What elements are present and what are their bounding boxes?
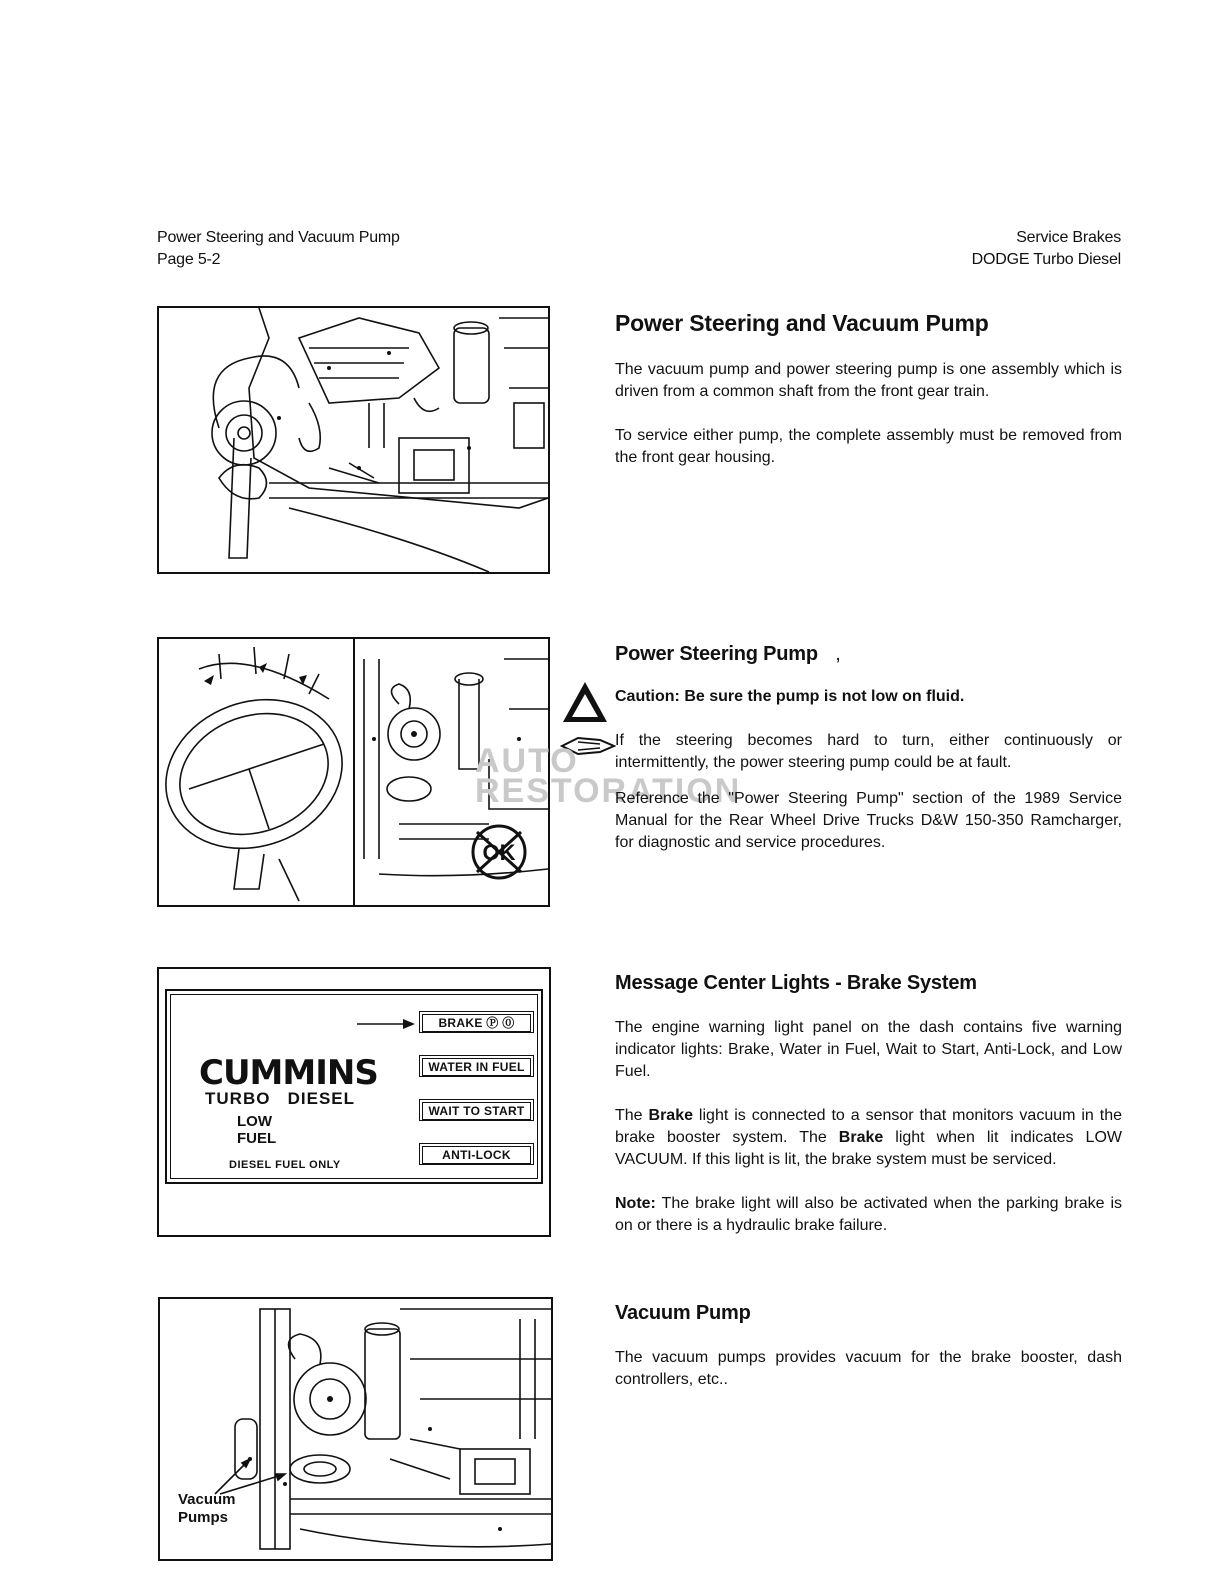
message-center-figure xyxy=(157,967,551,1237)
section-paragraph: To service either pump, the complete assembly must be removed from the front gear housing. xyxy=(615,427,1122,466)
water-in-fuel-lamp xyxy=(419,1055,534,1077)
section-paragraph: The engine warning light panel on the dash contains five warning indicator lights: Brake, Water in Fuel, Wait to Start, Anti-Lock, and Low Fuel. xyxy=(615,1019,1122,1080)
section-title: Power Steering and Vacuum Pump xyxy=(615,310,989,336)
section-title-text: Power Steering Pump xyxy=(615,643,818,665)
section-message-center xyxy=(615,972,1122,1237)
antilock-lamp-label: ANTI-LOCK xyxy=(422,1146,531,1164)
diesel-fuel-only-label: DIESEL FUEL ONLY xyxy=(229,1159,341,1171)
note-text: The brake light will also be activated when the parking brake is on or there is a hydraulic brake failure. xyxy=(615,1195,1122,1234)
header-chapter: Service Brakes xyxy=(1016,229,1121,246)
caution-triangle-icon xyxy=(561,680,609,724)
arrow-pointer-icon xyxy=(357,1017,417,1031)
brake-lamp xyxy=(419,1011,534,1033)
running-header-left xyxy=(157,227,400,271)
section-paragraph: The vacuum pump and power steering pump is one assembly which is driven from a common shaft from the front gear train. xyxy=(615,361,1122,400)
ok-symbol-text: OK xyxy=(482,840,516,865)
vacuum-pumps-callout xyxy=(178,1491,236,1527)
callout-line: Pumps xyxy=(178,1509,229,1526)
brake-lamp-label: BRAKE Ⓟ ⓪ xyxy=(422,1014,531,1032)
section-power-steering-pump xyxy=(615,643,1122,854)
engine-overview-figure xyxy=(157,306,550,574)
warning-light-panel xyxy=(165,989,543,1184)
text-run: The xyxy=(615,1107,649,1124)
brake-term: Brake xyxy=(838,1129,884,1146)
section-power-steering-vacuum-pump xyxy=(615,310,1122,469)
note-paragraph xyxy=(615,1193,1122,1237)
header-page-number: Page 5-2 xyxy=(157,251,221,268)
section-vacuum-pump xyxy=(615,1302,1122,1391)
water-lamp-label: WATER IN FUEL xyxy=(422,1058,531,1076)
section-paragraph: If the steering becomes hard to turn, either continuously or intermittently, the power steering pump could be at fault. xyxy=(615,732,1122,771)
engine-line-drawing xyxy=(159,308,548,572)
cummins-logo: CUMMINS xyxy=(199,1053,378,1093)
vacuum-pump-figure xyxy=(158,1297,553,1561)
brake-term: Brake xyxy=(648,1107,693,1124)
anti-lock-lamp xyxy=(419,1143,534,1165)
caution-text: Caution: Be sure the pump is not low on fluid. xyxy=(615,688,965,705)
header-vehicle: DODGE Turbo Diesel xyxy=(971,251,1121,268)
low-text: LOW xyxy=(237,1113,272,1130)
watermark: AUTO RESTORATION xyxy=(475,742,742,810)
section-paragraph: The vacuum pumps provides vacuum for the brake booster, dash controllers, etc.. xyxy=(615,1349,1122,1388)
section-title: Message Center Lights - Brake System xyxy=(615,972,977,994)
text-run: light when lit indicates LOW VACUUM. If this light is lit, the brake system must be serviced. xyxy=(615,1129,1122,1168)
brake-light-paragraph xyxy=(615,1105,1122,1171)
note-label: Note: xyxy=(615,1195,656,1212)
fuel-text: FUEL xyxy=(237,1130,277,1147)
running-header-right xyxy=(972,227,1121,271)
turbo-diesel-logo: TURBO DIESEL xyxy=(205,1089,356,1108)
header-section-title: Power Steering and Vacuum Pump xyxy=(157,229,400,246)
wait-lamp-label: WAIT TO START xyxy=(422,1102,531,1120)
low-fuel-lamp-label xyxy=(237,1113,276,1147)
wait-to-start-lamp xyxy=(419,1099,534,1121)
text-run: light is connected to a sensor that monitors vacuum in the brake booster system. The xyxy=(615,1107,1123,1146)
section-paragraph: Reference the "Power Steering Pump" section of the 1989 Service Manual for the Rear Wheel Drive Trucks D&W 150-350 Ramcharger, for diagnostic and service procedures. xyxy=(615,790,1122,851)
section-title xyxy=(615,643,1122,666)
callout-line: Vacuum xyxy=(178,1491,236,1508)
title-mark: , xyxy=(835,643,841,665)
section-title: Vacuum Pump xyxy=(615,1302,751,1324)
